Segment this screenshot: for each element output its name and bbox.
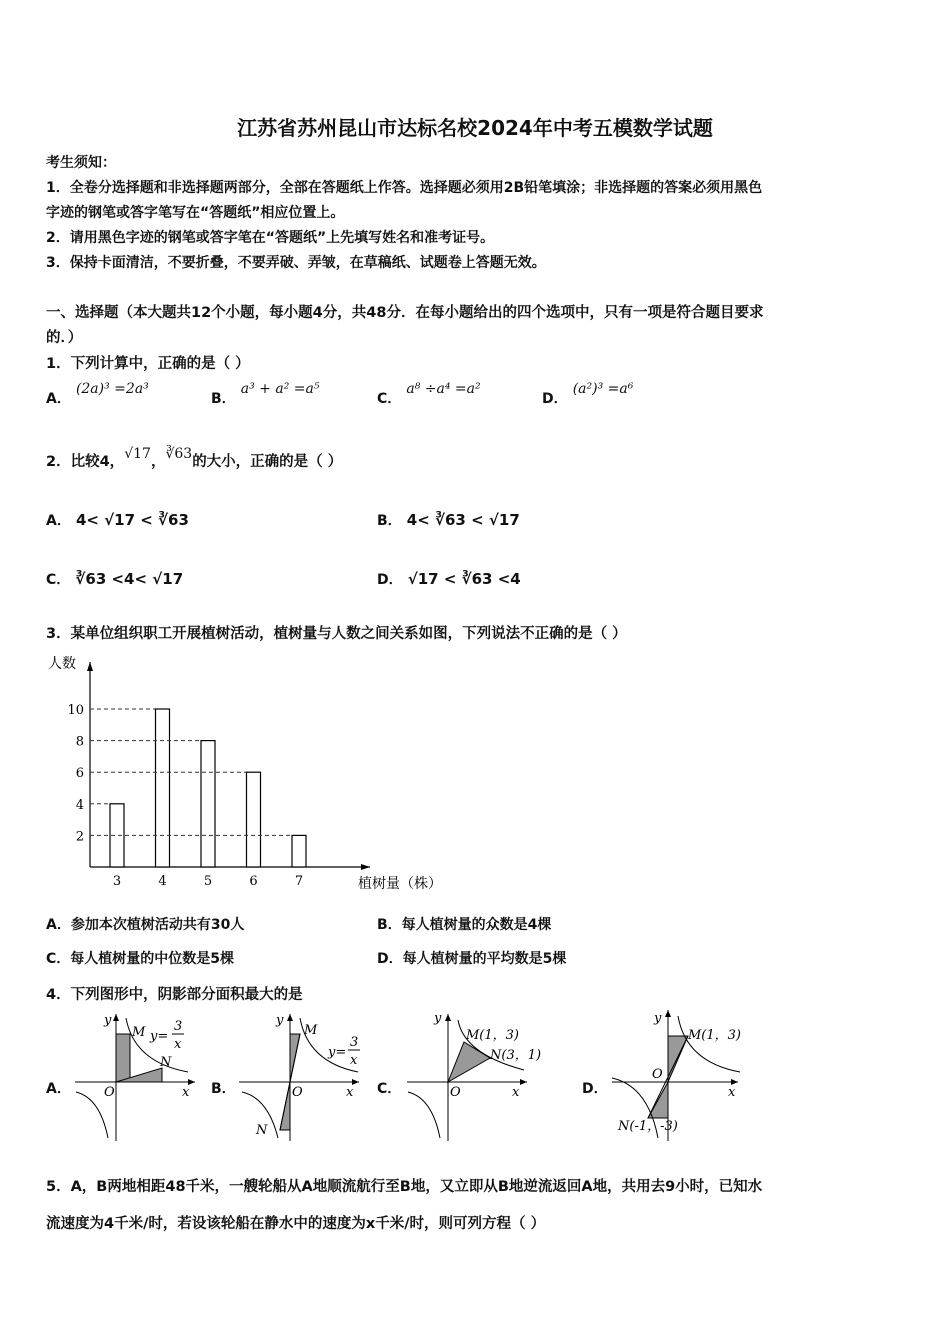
q2-sqrt17: √17 bbox=[124, 446, 151, 462]
q1-option-b[interactable] bbox=[211, 381, 320, 408]
q2-option-a-label: A． bbox=[46, 513, 71, 529]
notice-line2: 2．请用黑色字迹的钢笔或答字笔在“答题纸”上先填写姓名和准考证号。 bbox=[46, 230, 495, 246]
q4-option-d[interactable]: D． bbox=[582, 1081, 608, 1097]
q2-option-d[interactable] bbox=[377, 569, 521, 589]
y-label: y bbox=[654, 1011, 662, 1026]
origin-label: O bbox=[652, 1067, 663, 1082]
q3-option-a-label: A． bbox=[46, 917, 71, 933]
section1-line-b: 的．） bbox=[46, 330, 83, 346]
q4-option-b[interactable]: B． bbox=[211, 1081, 236, 1097]
q2-stem bbox=[46, 446, 343, 471]
x-tick-label: 5 bbox=[203, 874, 213, 889]
q4-figure-b bbox=[234, 1006, 364, 1146]
q3-option-c[interactable] bbox=[46, 948, 234, 968]
y-label: y bbox=[276, 1013, 284, 1028]
m-label: M bbox=[132, 1025, 146, 1040]
y-arrow-icon bbox=[113, 1014, 119, 1021]
q2-option-c[interactable] bbox=[46, 569, 183, 589]
notice-line1b: 字迹的钢笔或答字笔写在“答题纸”相应位置上。 bbox=[46, 205, 345, 221]
q4-option-a[interactable]: A． bbox=[46, 1081, 71, 1097]
origin-label: O bbox=[292, 1085, 303, 1100]
q2-option-d-expr: √17 < ∛63 <4 bbox=[407, 570, 521, 588]
bar bbox=[292, 835, 306, 867]
q2-option-b-expr: 4< ∛63 < √17 bbox=[406, 511, 520, 529]
q3-option-d-text: 每人植树量的平均数是5棵 bbox=[402, 951, 567, 967]
q1-option-d-label: D． bbox=[542, 391, 568, 407]
m-coordinate-label: M(1，3) bbox=[688, 1028, 741, 1043]
y-tick-label: 10 bbox=[67, 703, 84, 718]
notice-heading: 考生须知： bbox=[46, 155, 116, 171]
x-tick-label: 7 bbox=[294, 874, 304, 889]
section1-line-a: 一、选择题（本大题共12个小题，每小题4分，共48分．在每小题给出的四个选项中，只有一项是符合题目要求 bbox=[46, 305, 764, 321]
origin-label: O bbox=[450, 1085, 461, 1100]
q4-stem: 4．下列图形中，阴影部分面积最大的是 bbox=[46, 987, 303, 1003]
shaded-region bbox=[116, 1034, 130, 1082]
q2-comma: ， bbox=[150, 454, 166, 470]
hyperbola-branch bbox=[678, 1016, 740, 1072]
q3-option-c-label: C． bbox=[46, 951, 71, 967]
q2-option-b-label: B． bbox=[377, 513, 402, 529]
y-axis-label: 人数 bbox=[48, 656, 76, 672]
notice-line3: 3．保持卡面清洁，不要折叠，不要弄破、弄皱，在草稿纸、试题卷上答题无效。 bbox=[46, 255, 546, 271]
bar-chart bbox=[40, 650, 480, 900]
y-arrow-icon bbox=[287, 1014, 293, 1021]
q4-figure-a bbox=[70, 1006, 200, 1146]
q2-option-c-expr: ∛63 <4< √17 bbox=[75, 570, 184, 588]
y-label: y bbox=[434, 1011, 442, 1026]
q3-option-d-label: D． bbox=[377, 951, 403, 967]
hyperbola-branch bbox=[408, 1092, 440, 1138]
q1-option-b-label: B． bbox=[211, 391, 236, 407]
q1-stem: 1．下列计算中，正确的是（ ） bbox=[46, 356, 250, 372]
q1-option-a[interactable] bbox=[46, 381, 149, 408]
fraction-denominator: x bbox=[350, 1053, 358, 1068]
q3-option-a[interactable] bbox=[46, 914, 244, 934]
n-label: N bbox=[256, 1123, 268, 1138]
q5-line-a: 5．A，B两地相距48千米，一艘轮船从A地顺流航行至B地，又立即从B地逆流返回A地，共用去9小时，已知水 bbox=[46, 1179, 763, 1195]
x-label: x bbox=[182, 1085, 190, 1100]
q2-cbrt63: ∛63 bbox=[165, 446, 193, 462]
n-coordinate-label: N(-1，-3) bbox=[618, 1119, 678, 1134]
origin-label: O bbox=[104, 1085, 115, 1100]
y-arrow-icon bbox=[665, 1010, 671, 1017]
q1-option-c-label: C． bbox=[377, 391, 402, 407]
q2-option-a[interactable] bbox=[46, 510, 189, 530]
q1-option-a-expr: (2a)³ =2a³ bbox=[75, 381, 149, 397]
y-tick-label: 8 bbox=[75, 734, 84, 750]
q1-option-b-expr: a³ + a² =a⁵ bbox=[240, 381, 320, 397]
fraction-numerator: 3 bbox=[174, 1019, 183, 1034]
q3-stem: 3．某单位组织职工开展植树活动，植树量与人数之间关系如图，下列说法不正确的是（ ） bbox=[46, 626, 627, 642]
n-label: N bbox=[160, 1055, 172, 1070]
x-tick-label: 4 bbox=[158, 874, 167, 889]
q4-figure-c bbox=[402, 1006, 552, 1146]
page-title: 江苏省苏州昆山市达标名校2024年中考五模数学试题 bbox=[237, 116, 713, 140]
q2-stem-a: 2．比较4， bbox=[46, 454, 125, 470]
y-label: y bbox=[104, 1013, 112, 1028]
q2-stem-b: 的大小，正确的是（ ） bbox=[192, 454, 343, 470]
bar bbox=[156, 709, 170, 867]
equation-label: y= bbox=[328, 1045, 347, 1060]
q2-option-c-label: C． bbox=[46, 572, 71, 588]
fraction-numerator: 3 bbox=[350, 1035, 359, 1050]
y-tick-label: 4 bbox=[75, 797, 84, 813]
q1-option-c-expr: a⁸ ÷a⁴ =a² bbox=[406, 381, 481, 397]
bar bbox=[247, 772, 261, 867]
q3-option-b[interactable] bbox=[377, 914, 551, 934]
x-label: x bbox=[346, 1085, 354, 1100]
q4-option-c[interactable]: C． bbox=[377, 1081, 402, 1097]
y-arrow-icon bbox=[445, 1014, 451, 1021]
q3-option-b-label: B． bbox=[377, 917, 402, 933]
q5-line-b: 流速度为4千米/时，若设该轮船在静水中的速度为x千米/时，则可列方程（ ） bbox=[46, 1216, 546, 1232]
bar bbox=[201, 741, 215, 867]
n-coordinate-label: N(3，1) bbox=[490, 1048, 542, 1063]
x-tick-label: 3 bbox=[112, 874, 122, 889]
x-tick-label: 6 bbox=[249, 874, 258, 889]
fraction-denominator: x bbox=[174, 1037, 182, 1052]
x-arrow-icon bbox=[361, 864, 370, 870]
q2-option-d-label: D． bbox=[377, 572, 403, 588]
q3-option-d[interactable] bbox=[377, 948, 566, 968]
x-label: x bbox=[728, 1085, 736, 1100]
x-label: x bbox=[512, 1085, 520, 1100]
q1-option-a-label: A． bbox=[46, 391, 71, 407]
q3-option-c-text: 每人植树量的中位数是5棵 bbox=[70, 951, 235, 967]
q3-option-b-text: 每人植树量的众数是4棵 bbox=[401, 917, 552, 933]
notice-line1a: 1．全卷分选择题和非选择题两部分，全部在答题纸上作答。选择题必须用2B铅笔填涂；非选择题的答案必须用黑色 bbox=[46, 180, 763, 196]
q3-option-a-text: 参加本次植树活动共有30人 bbox=[70, 917, 245, 933]
q2-option-a-expr: 4< √17 < ∛63 bbox=[75, 511, 189, 529]
y-arrow-icon bbox=[87, 662, 93, 671]
shaded-triangle bbox=[448, 1042, 490, 1082]
q1-option-c[interactable] bbox=[377, 381, 481, 408]
m-coordinate-label: M(1，3) bbox=[466, 1028, 519, 1043]
q4-figure-d bbox=[608, 1006, 748, 1146]
q1-option-d-expr: (a²)³ =a⁶ bbox=[572, 381, 634, 397]
y-tick-label: 6 bbox=[75, 766, 84, 782]
y-tick-label: 2 bbox=[75, 829, 84, 845]
x-axis-label: 植树量（株） bbox=[358, 876, 442, 892]
q1-option-d[interactable] bbox=[542, 381, 634, 408]
m-label: M bbox=[304, 1023, 318, 1038]
q2-option-b[interactable] bbox=[377, 510, 520, 530]
equation-label: y= bbox=[150, 1029, 169, 1044]
x-arrow-icon bbox=[520, 1079, 527, 1085]
